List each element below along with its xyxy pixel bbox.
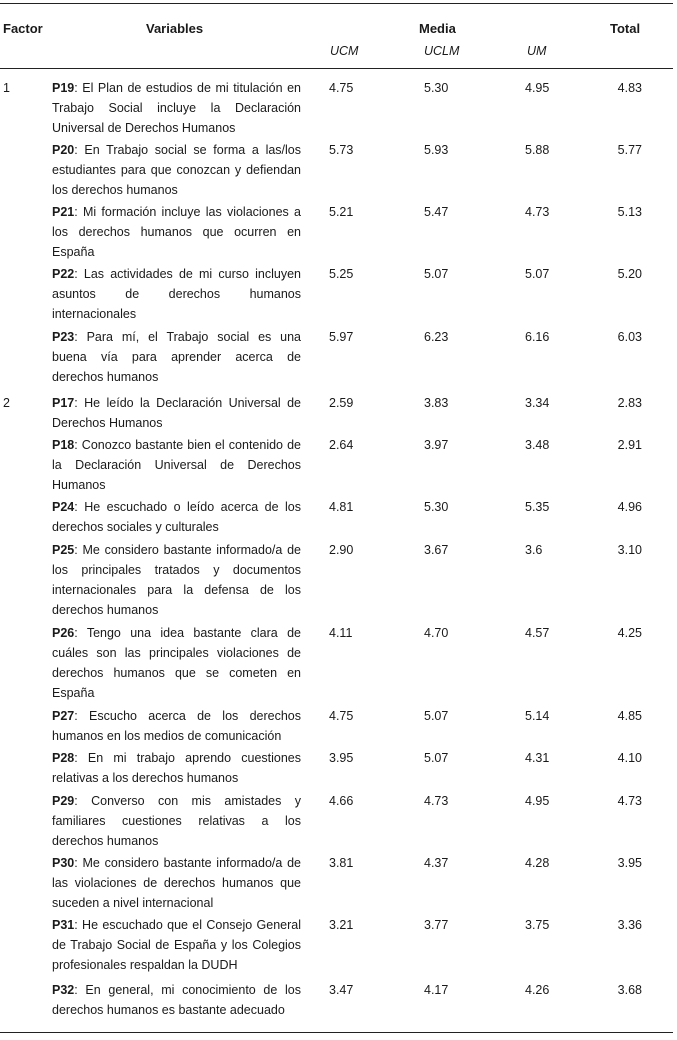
total-value: 5.20 bbox=[617, 267, 642, 281]
um-value: 5.35 bbox=[525, 500, 550, 514]
top-rule bbox=[0, 3, 673, 4]
um-value: 3.48 bbox=[525, 438, 550, 452]
variable-text: : Para mí, el Trabajo social es una buena vía para aprender acerca de derechos humanos bbox=[52, 330, 301, 384]
variable-text: : Me considero bastante informado/a de los principales tratados y documentos internacionales para la defensa de los derechos humanos bbox=[52, 543, 301, 617]
total-value: 2.83 bbox=[617, 396, 642, 410]
ucm-value: 5.21 bbox=[329, 205, 354, 219]
ucm-value: 5.97 bbox=[329, 330, 354, 344]
uclm-value: 4.73 bbox=[424, 794, 449, 808]
total-value: 4.83 bbox=[617, 81, 642, 95]
uclm-value: 4.70 bbox=[424, 626, 449, 640]
variable-text: : En general, mi conocimiento de los derechos humanos es bastante adecuado bbox=[52, 983, 301, 1017]
variable-cell bbox=[52, 393, 301, 433]
variable-code: P20 bbox=[52, 143, 75, 157]
variable-cell bbox=[52, 915, 301, 975]
uclm-value: 6.23 bbox=[424, 330, 449, 344]
um-value: 4.95 bbox=[525, 794, 550, 808]
ucm-value: 4.66 bbox=[329, 794, 354, 808]
total-value: 5.77 bbox=[617, 143, 642, 157]
header-total: Total bbox=[610, 21, 641, 36]
variable-cell bbox=[52, 706, 301, 746]
total-value: 4.25 bbox=[617, 626, 642, 640]
variable-code: P25 bbox=[52, 543, 75, 557]
total-value: 3.10 bbox=[617, 543, 642, 557]
uclm-value: 4.37 bbox=[424, 856, 449, 870]
variable-text: : En mi trabajo aprendo cuestiones relativas a los derechos humanos bbox=[52, 751, 301, 785]
variable-code: P27 bbox=[52, 709, 75, 723]
variable-code: P28 bbox=[52, 751, 75, 765]
variable-cell bbox=[52, 264, 301, 324]
um-value: 3.6 bbox=[525, 543, 543, 557]
variable-cell bbox=[52, 202, 301, 262]
uclm-value: 4.17 bbox=[424, 983, 449, 997]
ucm-value: 2.64 bbox=[329, 438, 354, 452]
variable-text: : Tengo una idea bastante clara de cuáles son las principales violaciones de derechos humanos que se cometen en España bbox=[52, 626, 301, 700]
total-value: 4.73 bbox=[617, 794, 642, 808]
variable-cell bbox=[52, 78, 301, 138]
total-value: 2.91 bbox=[617, 438, 642, 452]
variable-text: : En Trabajo social se forma a las/los estudiantes para que conozcan y defiendan los derechos humanos bbox=[52, 143, 301, 197]
variable-cell bbox=[52, 435, 301, 495]
factor-cell: 2 bbox=[3, 396, 10, 410]
total-value: 4.10 bbox=[617, 751, 642, 765]
uclm-value: 3.83 bbox=[424, 396, 449, 410]
variable-code: P21 bbox=[52, 205, 75, 219]
variable-text: : He leído la Declaración Universal de Derechos Humanos bbox=[52, 396, 301, 430]
uclm-value: 5.30 bbox=[424, 500, 449, 514]
header-variables: Variables bbox=[146, 21, 204, 36]
subheader-ucm: UCM bbox=[330, 44, 359, 58]
total-value: 5.13 bbox=[617, 205, 642, 219]
variable-text: : El Plan de estudios de mi titulación en Trabajo Social incluye la Declaración Universal de Derechos Humanos bbox=[52, 81, 301, 135]
ucm-value: 3.95 bbox=[329, 751, 354, 765]
um-value: 4.28 bbox=[525, 856, 550, 870]
factor-cell: 1 bbox=[3, 81, 10, 95]
uclm-value: 5.07 bbox=[424, 709, 449, 723]
variable-text: : He escuchado que el Consejo General de Trabajo Social de España y los Colegios profesionales respaldan la DUDH bbox=[52, 918, 301, 972]
ucm-value: 3.21 bbox=[329, 918, 354, 932]
total-value: 3.36 bbox=[617, 918, 642, 932]
variable-text: : Escucho acerca de los derechos humanos en los medios de comunicación bbox=[52, 709, 301, 743]
variable-cell bbox=[52, 540, 301, 620]
total-value: 4.96 bbox=[617, 500, 642, 514]
ucm-value: 5.73 bbox=[329, 143, 354, 157]
variable-cell bbox=[52, 623, 301, 703]
uclm-value: 3.67 bbox=[424, 543, 449, 557]
variable-code: P30 bbox=[52, 856, 75, 870]
uclm-value: 5.30 bbox=[424, 81, 449, 95]
variable-text: : Me considero bastante informado/a de las violaciones de derechos humanos que suceden a nivel internacional bbox=[52, 856, 301, 910]
variable-cell bbox=[52, 791, 301, 851]
variable-cell bbox=[52, 853, 301, 913]
variable-code: P17 bbox=[52, 396, 75, 410]
variable-code: P22 bbox=[52, 267, 75, 281]
variable-code: P29 bbox=[52, 794, 75, 808]
total-value: 4.85 bbox=[617, 709, 642, 723]
um-value: 4.95 bbox=[525, 81, 550, 95]
variable-code: P23 bbox=[52, 330, 75, 344]
uclm-value: 5.07 bbox=[424, 751, 449, 765]
bottom-rule bbox=[0, 1032, 673, 1033]
variable-code: P19 bbox=[52, 81, 75, 95]
um-value: 3.34 bbox=[525, 396, 550, 410]
uclm-value: 5.07 bbox=[424, 267, 449, 281]
uclm-value: 5.93 bbox=[424, 143, 449, 157]
ucm-value: 4.75 bbox=[329, 709, 354, 723]
variable-text: : Las actividades de mi curso incluyen asuntos de derechos humanos internacionales bbox=[52, 267, 301, 321]
variable-code: P24 bbox=[52, 500, 75, 514]
variable-cell bbox=[52, 327, 301, 387]
um-value: 4.31 bbox=[525, 751, 550, 765]
um-value: 3.75 bbox=[525, 918, 550, 932]
total-value: 3.95 bbox=[617, 856, 642, 870]
variable-cell bbox=[52, 748, 301, 788]
um-value: 5.88 bbox=[525, 143, 550, 157]
uclm-value: 3.77 bbox=[424, 918, 449, 932]
variable-code: P18 bbox=[52, 438, 75, 452]
total-value: 6.03 bbox=[617, 330, 642, 344]
variable-text: : Converso con mis amistades y familiares cuestiones relativas a los derechos humanos bbox=[52, 794, 301, 848]
ucm-value: 4.81 bbox=[329, 500, 354, 514]
total-value: 3.68 bbox=[617, 983, 642, 997]
ucm-value: 2.59 bbox=[329, 396, 354, 410]
variable-cell bbox=[52, 497, 301, 537]
variable-cell bbox=[52, 140, 301, 200]
um-value: 5.14 bbox=[525, 709, 550, 723]
um-value: 4.57 bbox=[525, 626, 550, 640]
ucm-value: 3.47 bbox=[329, 983, 354, 997]
variable-code: P32 bbox=[52, 983, 75, 997]
um-value: 5.07 bbox=[525, 267, 550, 281]
ucm-value: 2.90 bbox=[329, 543, 354, 557]
subheader-uclm: UCLM bbox=[424, 44, 460, 58]
variable-text: : He escuchado o leído acerca de los derechos sociales y culturales bbox=[52, 500, 301, 534]
subheader-um: UM bbox=[527, 44, 547, 58]
uclm-value: 5.47 bbox=[424, 205, 449, 219]
ucm-value: 5.25 bbox=[329, 267, 354, 281]
variable-code: P31 bbox=[52, 918, 75, 932]
um-value: 4.26 bbox=[525, 983, 550, 997]
um-value: 4.73 bbox=[525, 205, 550, 219]
ucm-value: 3.81 bbox=[329, 856, 354, 870]
variable-cell bbox=[52, 980, 301, 1020]
header-factor: Factor bbox=[3, 21, 43, 36]
variable-text: : Conozco bastante bien el contenido de la Declaración Universal de Derechos Humanos bbox=[52, 438, 301, 492]
variable-text: : Mi formación incluye las violaciones a los derechos humanos que ocurren en España bbox=[52, 205, 301, 259]
header-rule bbox=[0, 68, 673, 69]
um-value: 6.16 bbox=[525, 330, 550, 344]
header-media: Media bbox=[419, 21, 456, 36]
ucm-value: 4.75 bbox=[329, 81, 354, 95]
uclm-value: 3.97 bbox=[424, 438, 449, 452]
ucm-value: 4.11 bbox=[329, 626, 353, 640]
variable-code: P26 bbox=[52, 626, 75, 640]
